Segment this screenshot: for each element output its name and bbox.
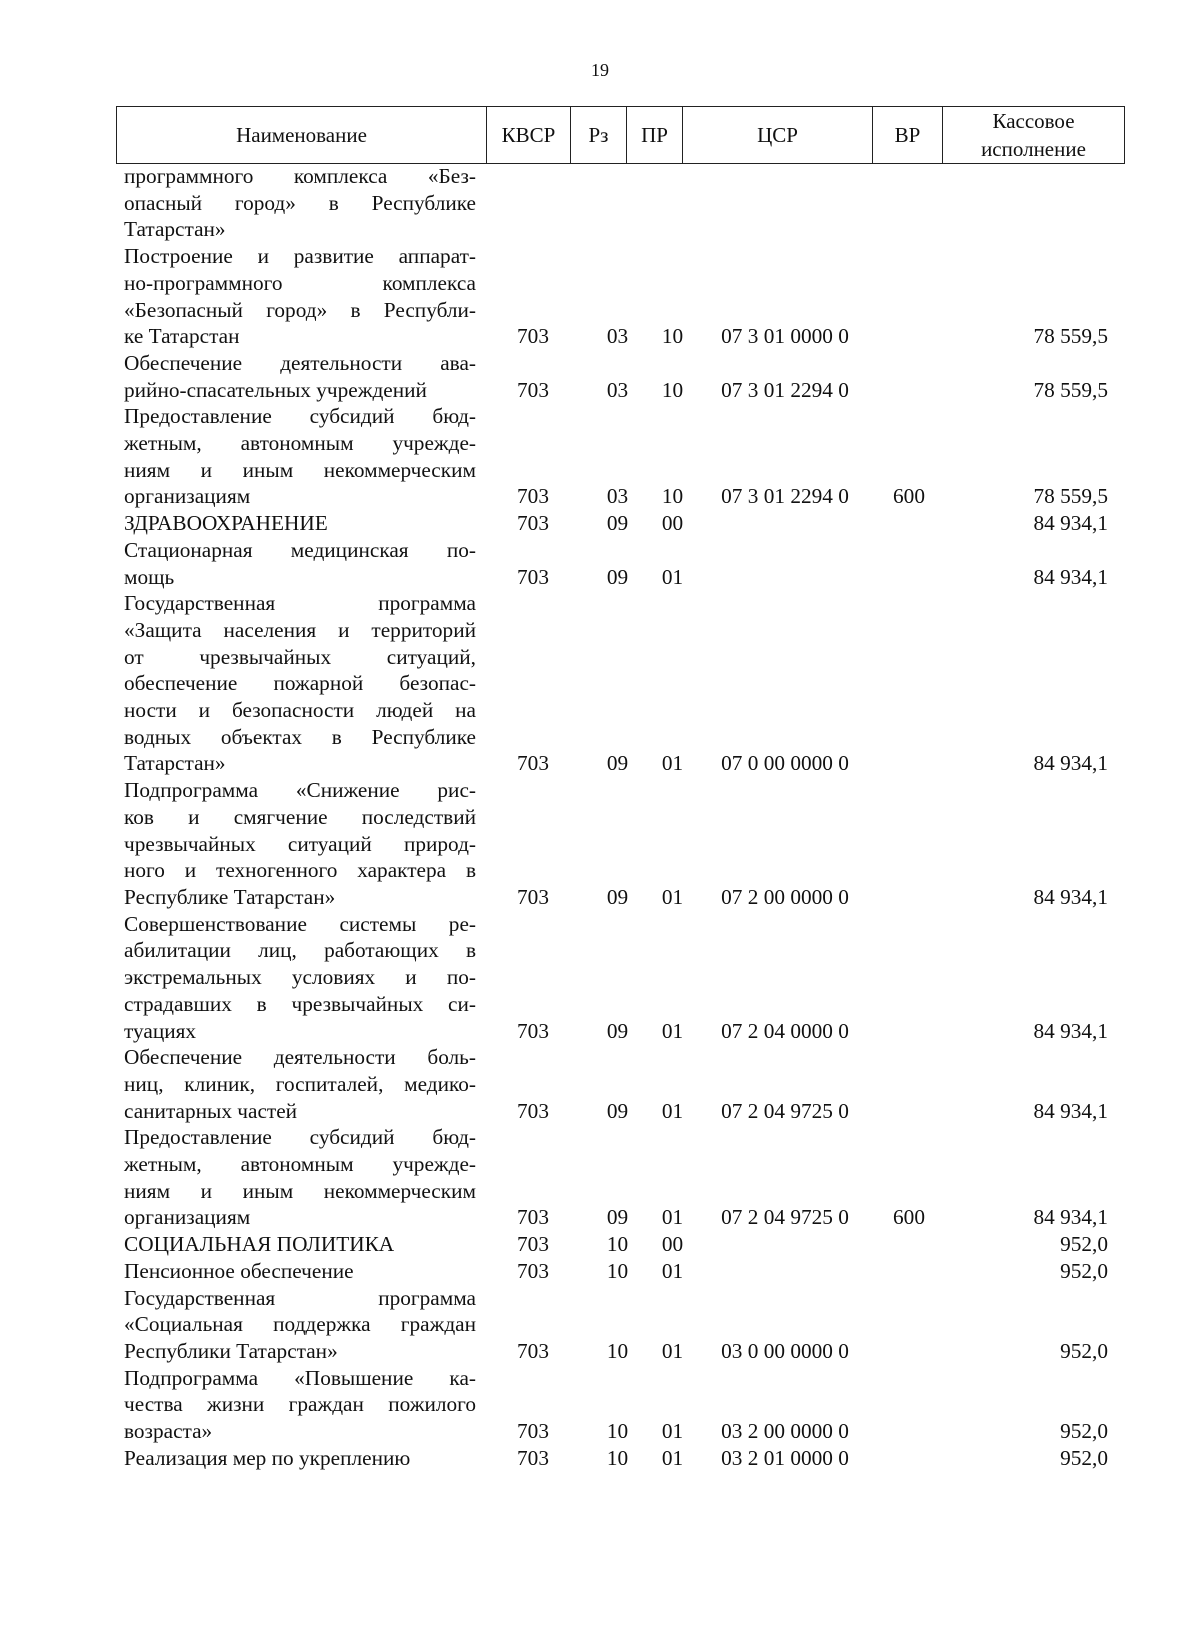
- row-rz: 10: [606, 1419, 629, 1444]
- row-pr: 10: [661, 484, 684, 509]
- row-name-line: возраста»: [124, 1419, 213, 1444]
- row-name-line: Совершенствование системы ре-: [124, 911, 476, 936]
- col-amount-header: [943, 107, 1125, 164]
- table-row: [124, 911, 1108, 1045]
- row-rz: 10: [606, 1232, 629, 1257]
- row-rz: 10: [606, 1445, 629, 1470]
- row-pr: 10: [661, 377, 684, 402]
- row-amount: 84 934,1: [1033, 564, 1108, 589]
- row-name-line: санитарных частей: [124, 1098, 298, 1123]
- row-name-line: туациях: [124, 1018, 197, 1043]
- row-pr: 01: [661, 751, 684, 776]
- row-kvsr: 703: [517, 1098, 549, 1123]
- row-name: [124, 590, 476, 777]
- row-name-line: ков и смягчение последствий: [124, 804, 476, 829]
- row-name-line: абилитации лиц, работающих в: [124, 938, 476, 963]
- row-csr: 07 0 00 0000 0: [721, 751, 849, 776]
- row-kvsr: 703: [517, 884, 549, 909]
- row-kvsr: 703: [517, 1232, 549, 1257]
- row-amount: 84 934,1: [1033, 1205, 1108, 1230]
- row-name-line: водных объектах в Республике: [124, 724, 476, 749]
- col-rz-header: Рз: [571, 107, 627, 164]
- row-pr: 01: [661, 564, 684, 589]
- row-name-line: Обеспечение деятельности ава-: [124, 350, 476, 375]
- row-name-line: Реализация мер по укреплению: [124, 1445, 411, 1470]
- table-row: [124, 243, 1108, 350]
- row-name-line: Предоставление субсидий бюд-: [124, 1125, 476, 1150]
- row-rz: 03: [606, 324, 629, 349]
- row-pr: 01: [661, 1098, 684, 1123]
- row-name-line: Республики Татарстан»: [124, 1338, 338, 1363]
- row-amount: 952,0: [1060, 1419, 1108, 1444]
- row-name: [124, 1044, 476, 1124]
- row-name-line: чества жизни граждан пожилого: [124, 1392, 476, 1417]
- table-row: [124, 510, 1108, 537]
- row-csr: 07 2 04 9725 0: [721, 1098, 849, 1123]
- row-name-line: «Социальная поддержка граждан: [124, 1312, 476, 1337]
- row-name: [124, 1258, 476, 1285]
- row-csr: 07 2 04 0000 0: [721, 1018, 849, 1043]
- row-name-line: Пенсионное обеспечение: [124, 1258, 354, 1283]
- row-name: [124, 510, 476, 537]
- row-vr: 600: [893, 1205, 925, 1230]
- row-name-line: ниц, клиник, госпиталей, медико-: [124, 1071, 476, 1096]
- table-row: [124, 1285, 1108, 1365]
- row-vr: 600: [893, 484, 925, 509]
- row-name-line: опасный город» в Республике: [124, 190, 476, 215]
- row-pr: 01: [661, 1018, 684, 1043]
- row-name-line: ЗДРАВООХРАНЕНИЕ: [124, 511, 328, 536]
- row-csr: 07 2 00 0000 0: [721, 884, 849, 909]
- row-rz: 03: [606, 377, 629, 402]
- row-name-line: рийно-спасательных учреждений: [124, 377, 427, 402]
- col-name-header: Наименование: [117, 107, 487, 164]
- row-name-line: Предоставление субсидий бюд-: [124, 404, 476, 429]
- row-name-line: обеспечение пожарной безопас-: [124, 671, 476, 696]
- row-pr: 01: [661, 1338, 684, 1363]
- row-amount: 78 559,5: [1033, 324, 1108, 349]
- table-row: [124, 163, 1108, 243]
- row-name-line: экстремальных условиях и по-: [124, 965, 476, 990]
- row-pr: 01: [661, 884, 684, 909]
- page-number: 19: [591, 60, 609, 80]
- row-name-line: ности и безопасности людей на: [124, 698, 476, 723]
- row-rz: 09: [606, 511, 629, 536]
- row-name-line: «Защита населения и территорий: [124, 617, 476, 642]
- row-amount: 84 934,1: [1033, 1098, 1108, 1123]
- row-name-line: организациям: [124, 484, 251, 509]
- row-name-line: чрезвычайных ситуаций природ-: [124, 831, 476, 856]
- row-name-line: от чрезвычайных ситуаций,: [124, 644, 476, 669]
- row-kvsr: 703: [517, 324, 549, 349]
- table-row: [124, 1231, 1108, 1258]
- row-pr: 10: [661, 324, 684, 349]
- table-row: [124, 1258, 1108, 1285]
- row-name-line: Республике Татарстан»: [124, 884, 336, 909]
- row-name: [124, 1124, 476, 1231]
- row-kvsr: 703: [517, 1419, 549, 1444]
- row-rz: 10: [606, 1258, 629, 1283]
- row-name-line: организациям: [124, 1205, 251, 1230]
- row-name: [124, 777, 476, 911]
- table-row: [124, 537, 1108, 590]
- row-kvsr: 703: [517, 1205, 549, 1230]
- table-row: [124, 350, 1108, 403]
- row-name-line: мощь: [124, 564, 175, 589]
- row-rz: 09: [606, 884, 629, 909]
- row-name-line: Обеспечение деятельности боль-: [124, 1045, 476, 1070]
- row-name-line: Государственная программа: [124, 591, 476, 616]
- row-name: [124, 1285, 476, 1365]
- row-amount: 84 934,1: [1033, 751, 1108, 776]
- table-header: [116, 106, 1125, 164]
- row-pr: 00: [661, 1232, 684, 1257]
- row-amount: 78 559,5: [1033, 377, 1108, 402]
- row-name-line: ниям и иным некоммерческим: [124, 1178, 476, 1203]
- row-kvsr: 703: [517, 484, 549, 509]
- row-kvsr: 703: [517, 377, 549, 402]
- row-rz: 03: [606, 484, 629, 509]
- row-name: [124, 1365, 476, 1445]
- row-csr: 07 3 01 0000 0: [721, 324, 849, 349]
- table-body: [124, 163, 1108, 1471]
- row-amount: 952,0: [1060, 1232, 1108, 1257]
- row-rz: 09: [606, 1018, 629, 1043]
- col-vr-header: ВР: [873, 107, 943, 164]
- row-name-line: но-программного комплекса: [124, 270, 476, 295]
- row-kvsr: 703: [517, 1258, 549, 1283]
- row-name-line: ного и техногенного характера в: [124, 858, 476, 883]
- row-name-line: жетным, автономным учрежде-: [124, 1152, 476, 1177]
- row-name: [124, 1445, 476, 1472]
- row-pr: 00: [661, 511, 684, 536]
- row-name: [124, 1231, 476, 1258]
- row-name-line: Построение и развитие аппарат-: [124, 244, 476, 269]
- row-name-line: Государственная программа: [124, 1285, 476, 1310]
- col-kvsr-header: КВСР: [487, 107, 571, 164]
- row-amount: 78 559,5: [1033, 484, 1108, 509]
- row-amount: 84 934,1: [1033, 1018, 1108, 1043]
- row-name: [124, 537, 476, 590]
- col-pr-header: ПР: [627, 107, 683, 164]
- row-kvsr: 703: [517, 564, 549, 589]
- row-csr: 03 2 01 0000 0: [721, 1445, 849, 1470]
- row-rz: 10: [606, 1338, 629, 1363]
- row-name-line: страдавших в чрезвычайных си-: [124, 991, 476, 1016]
- row-kvsr: 703: [517, 1338, 549, 1363]
- table-row: [124, 777, 1108, 911]
- table-row: [124, 590, 1108, 777]
- row-name-line: Татарстан»: [124, 751, 226, 776]
- table-row: [124, 1044, 1108, 1124]
- row-name-line: ке Татарстан: [124, 324, 240, 349]
- row-name-line: Стационарная медицинская по-: [124, 537, 476, 562]
- row-name: [124, 163, 476, 243]
- col-amount-header-line2: исполнение: [981, 137, 1086, 161]
- row-kvsr: 703: [517, 1018, 549, 1043]
- row-amount: 84 934,1: [1033, 884, 1108, 909]
- row-name: [124, 403, 476, 510]
- row-pr: 01: [661, 1205, 684, 1230]
- col-amount-header-line1: Кассовое: [992, 109, 1075, 133]
- table-row: [124, 1365, 1108, 1445]
- row-name-line: Подпрограмма «Снижение рис-: [124, 778, 476, 803]
- row-amount: 952,0: [1060, 1445, 1108, 1470]
- row-kvsr: 703: [517, 511, 549, 536]
- row-pr: 01: [661, 1445, 684, 1470]
- table-row: [124, 1124, 1108, 1231]
- row-name-line: «Безопасный город» в Республи-: [124, 297, 476, 322]
- col-csr-header: ЦСР: [683, 107, 873, 164]
- row-rz: 09: [606, 564, 629, 589]
- row-rz: 09: [606, 1205, 629, 1230]
- table-row: [124, 403, 1108, 510]
- row-amount: 952,0: [1060, 1338, 1108, 1363]
- row-name-line: жетным, автономным учрежде-: [124, 431, 476, 456]
- row-name-line: программного комплекса «Без-: [124, 164, 476, 188]
- row-name-line: ниям и иным некоммерческим: [124, 457, 476, 482]
- row-amount: 952,0: [1060, 1258, 1108, 1283]
- row-name-line: СОЦИАЛЬНАЯ ПОЛИТИКА: [124, 1232, 395, 1257]
- row-csr: 03 2 00 0000 0: [721, 1419, 849, 1444]
- row-pr: 01: [661, 1419, 684, 1444]
- row-amount: 84 934,1: [1033, 511, 1108, 536]
- row-rz: 09: [606, 751, 629, 776]
- row-csr: 07 3 01 2294 0: [721, 484, 849, 509]
- row-kvsr: 703: [517, 1445, 549, 1470]
- row-pr: 01: [661, 1258, 684, 1283]
- table-row: [124, 1445, 1108, 1472]
- row-csr: 07 3 01 2294 0: [721, 377, 849, 402]
- row-kvsr: 703: [517, 751, 549, 776]
- row-name: [124, 350, 476, 403]
- row-name: [124, 911, 476, 1045]
- row-name-line: Татарстан»: [124, 217, 226, 242]
- row-rz: 09: [606, 1098, 629, 1123]
- row-csr: 03 0 00 0000 0: [721, 1338, 849, 1363]
- row-csr: 07 2 04 9725 0: [721, 1205, 849, 1230]
- row-name: [124, 243, 476, 350]
- row-name-line: Подпрограмма «Повышение ка-: [124, 1365, 476, 1390]
